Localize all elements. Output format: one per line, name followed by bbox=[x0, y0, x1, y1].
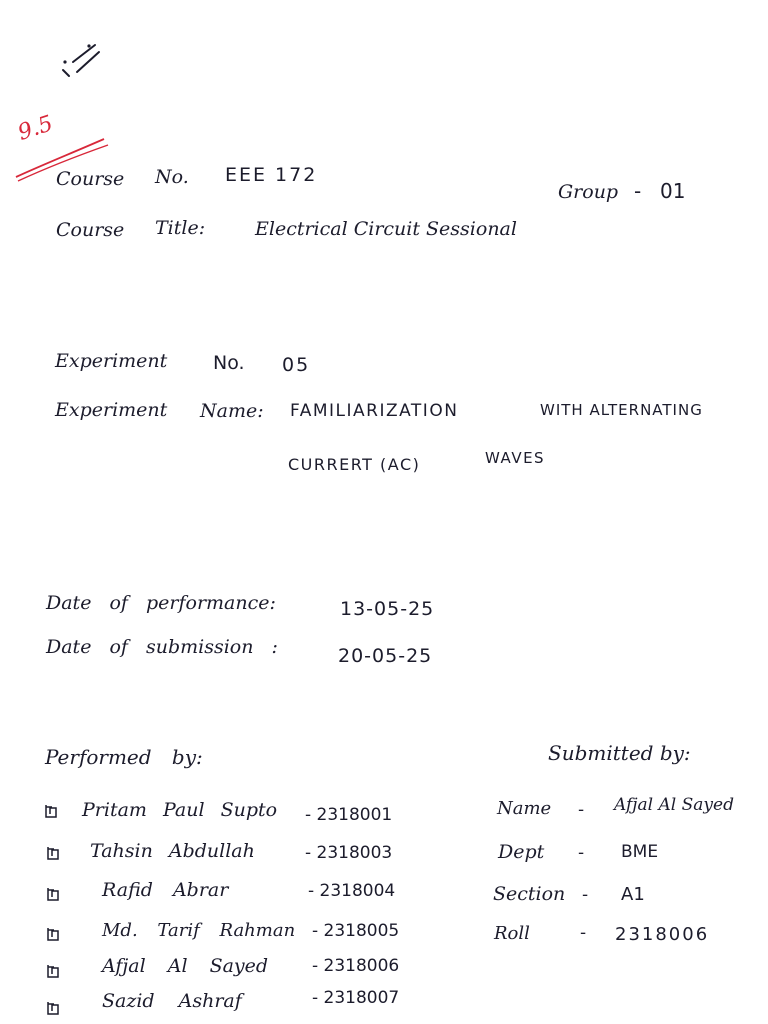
experiment-no-value: 05 bbox=[282, 354, 311, 376]
group-label: Group bbox=[558, 181, 619, 203]
signature-icon bbox=[46, 963, 60, 979]
member-roll: - 2318006 bbox=[312, 956, 400, 976]
experiment-name-line1: FAMILIARIZATION bbox=[290, 401, 459, 421]
submitted-by-heading: Submitted by: bbox=[548, 741, 691, 765]
signature-icon bbox=[44, 803, 58, 819]
experiment-name-label: Experiment bbox=[55, 399, 168, 421]
signature-icon bbox=[46, 1000, 60, 1016]
tick-mark-icon bbox=[55, 40, 105, 85]
experiment-name-line2b: WAVES bbox=[485, 449, 546, 467]
submitter-label: Dept bbox=[498, 841, 545, 863]
signature-icon bbox=[46, 845, 60, 861]
experiment-no-label: Experiment bbox=[55, 350, 168, 372]
experiment-no-label-2: No. bbox=[213, 352, 245, 374]
experiment-name-label-2: Name: bbox=[200, 400, 264, 422]
submitter-value: Afjal Al Sayed bbox=[614, 795, 734, 815]
submitter-label: Name bbox=[497, 798, 552, 819]
submission-date-value: 20-05-25 bbox=[338, 645, 433, 667]
member-roll: - 2318005 bbox=[312, 921, 400, 941]
course-title-label: Course bbox=[56, 219, 125, 241]
course-title-label-2: Title: bbox=[155, 217, 206, 239]
submitter-value: BME bbox=[621, 842, 659, 862]
performance-date-value: 13-05-25 bbox=[340, 598, 435, 620]
submitter-dash: - bbox=[578, 800, 585, 820]
member-name: Rafid Abrar bbox=[102, 879, 229, 901]
submitter-dash: - bbox=[582, 885, 589, 905]
member-name: Afjal Al Sayed bbox=[102, 955, 269, 977]
member-name: Md. Tarif Rahman bbox=[102, 920, 296, 941]
member-name: Pritam Paul Supto bbox=[82, 799, 278, 821]
submission-date-label: Date of submission : bbox=[46, 636, 278, 658]
grade-score: 9.5 bbox=[14, 111, 57, 146]
course-no-label-2: No. bbox=[155, 166, 189, 188]
member-roll: - 2318003 bbox=[305, 843, 393, 863]
submitter-value: A1 bbox=[621, 884, 645, 905]
course-no-label: Course bbox=[56, 168, 125, 190]
member-roll: - 2318004 bbox=[308, 881, 396, 901]
submitter-value: 2318006 bbox=[615, 924, 710, 945]
performed-by-heading: Performed by: bbox=[45, 745, 203, 769]
member-roll: - 2318007 bbox=[312, 988, 400, 1008]
submitter-dash: - bbox=[580, 923, 587, 943]
member-name: Tahsin Abdullah bbox=[90, 840, 255, 862]
experiment-name-line2: CURRERT (AC) bbox=[288, 455, 421, 474]
signature-icon bbox=[46, 886, 60, 902]
experiment-name-line1b: WITH ALTERNATING bbox=[540, 401, 703, 419]
submitter-label: Section bbox=[493, 883, 566, 905]
submitter-label: Roll bbox=[494, 923, 530, 944]
group-dash: - bbox=[634, 179, 642, 203]
submitter-dash: - bbox=[578, 843, 585, 863]
signature-icon bbox=[46, 926, 60, 942]
member-roll: - 2318001 bbox=[305, 805, 393, 825]
group-value: 01 bbox=[660, 179, 686, 203]
performance-date-label: Date of performance: bbox=[46, 592, 276, 614]
member-name: Sazid Ashraf bbox=[102, 990, 242, 1012]
course-title-value: Electrical Circuit Sessional bbox=[255, 218, 517, 240]
course-no-value: EEE 172 bbox=[225, 164, 318, 186]
